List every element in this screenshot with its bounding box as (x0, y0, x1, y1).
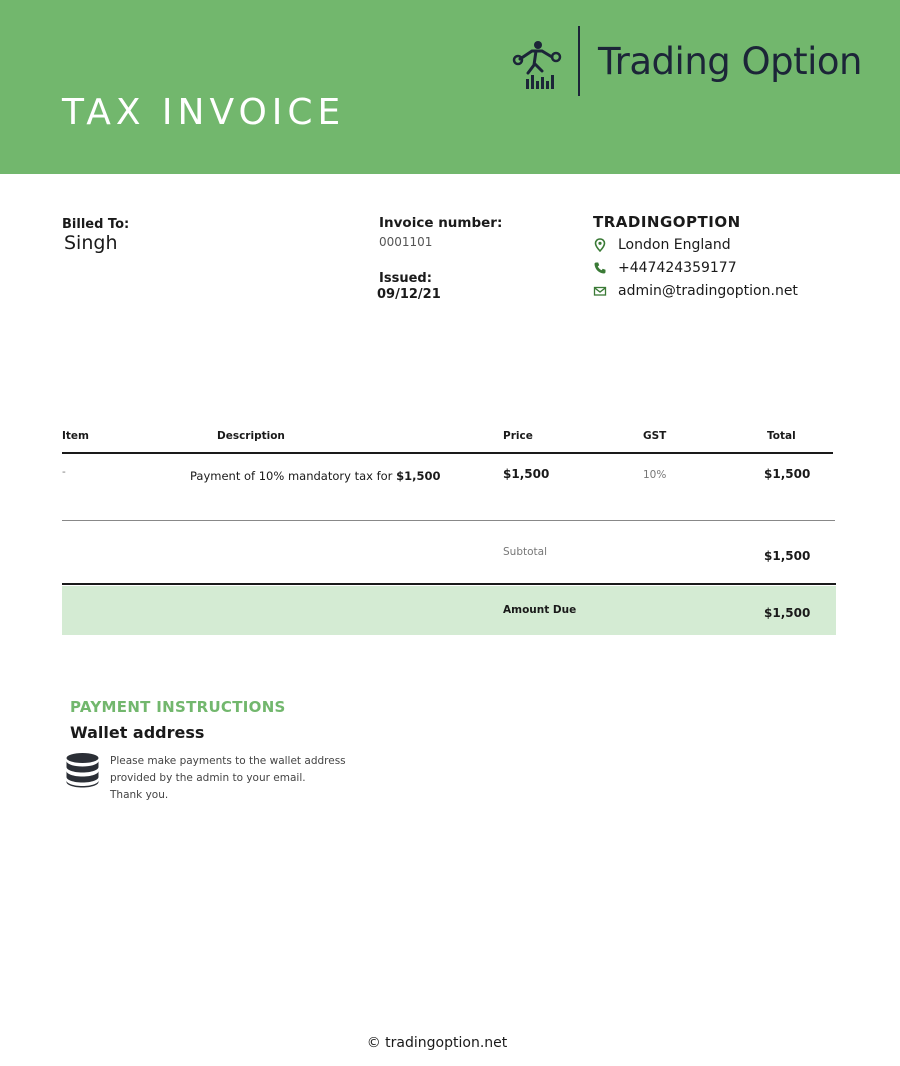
billed-to-name: Singh (64, 232, 118, 254)
subtotal-rule (62, 583, 836, 585)
amount-due-label: Amount Due (503, 604, 577, 616)
subtotal-label: Subtotal (503, 546, 547, 558)
col-header-item: Item (62, 430, 89, 442)
payment-line: provided by the admin to your email. (110, 772, 306, 784)
row-total: $1,500 (764, 467, 811, 481)
company-location: London England (618, 237, 731, 253)
row-description-amount: $1,500 (396, 469, 441, 483)
subtotal-value: $1,500 (764, 549, 811, 563)
company-email: admin@tradingoption.net (618, 283, 798, 299)
location-pin-icon (593, 238, 607, 252)
col-header-total: Total (767, 430, 796, 442)
row-gst: 10% (643, 469, 667, 481)
col-header-price: Price (503, 430, 533, 442)
database-icon (65, 752, 100, 788)
footer-copyright: © tradingoption.net (366, 1035, 508, 1051)
contact-phone (593, 259, 798, 277)
billed-to-label: Billed To: (62, 217, 130, 232)
company-name: TRADINGOPTION (593, 213, 741, 231)
row-divider (62, 520, 835, 521)
header-band (0, 0, 900, 174)
amount-due-value: $1,500 (764, 606, 811, 620)
brand (512, 26, 862, 96)
invoice-number-label: Invoice number: (379, 215, 503, 231)
col-header-description: Description (217, 430, 285, 442)
mail-icon (593, 284, 607, 298)
table-header-rule (62, 452, 833, 454)
brand-divider (578, 26, 580, 96)
wallet-address-heading: Wallet address (70, 723, 205, 742)
issued-date: 09/12/21 (377, 287, 441, 302)
row-item: - (62, 466, 66, 478)
row-price: $1,500 (503, 467, 550, 481)
col-header-gst: GST (643, 430, 667, 442)
phone-icon (593, 261, 607, 275)
contact-email (593, 282, 798, 300)
payment-line: Please make payments to the wallet address (110, 755, 346, 767)
row-description (190, 469, 440, 483)
payment-instructions-heading: PAYMENT INSTRUCTIONS (70, 698, 286, 716)
company-phone: +447424359177 (618, 260, 737, 276)
brand-name: Trading Option (598, 39, 862, 83)
row-description-text: Payment of 10% mandatory tax for (190, 469, 393, 483)
issued-label: Issued: (379, 271, 432, 286)
contact-location (593, 236, 798, 254)
payment-line: Thank you. (110, 789, 169, 801)
amount-due-band (62, 586, 836, 635)
trading-option-logo-icon (512, 31, 562, 91)
payment-instructions-text (110, 753, 430, 804)
invoice-number-value: 0001101 (379, 235, 433, 249)
document-title: TAX INVOICE (62, 92, 346, 133)
company-info (593, 213, 798, 300)
